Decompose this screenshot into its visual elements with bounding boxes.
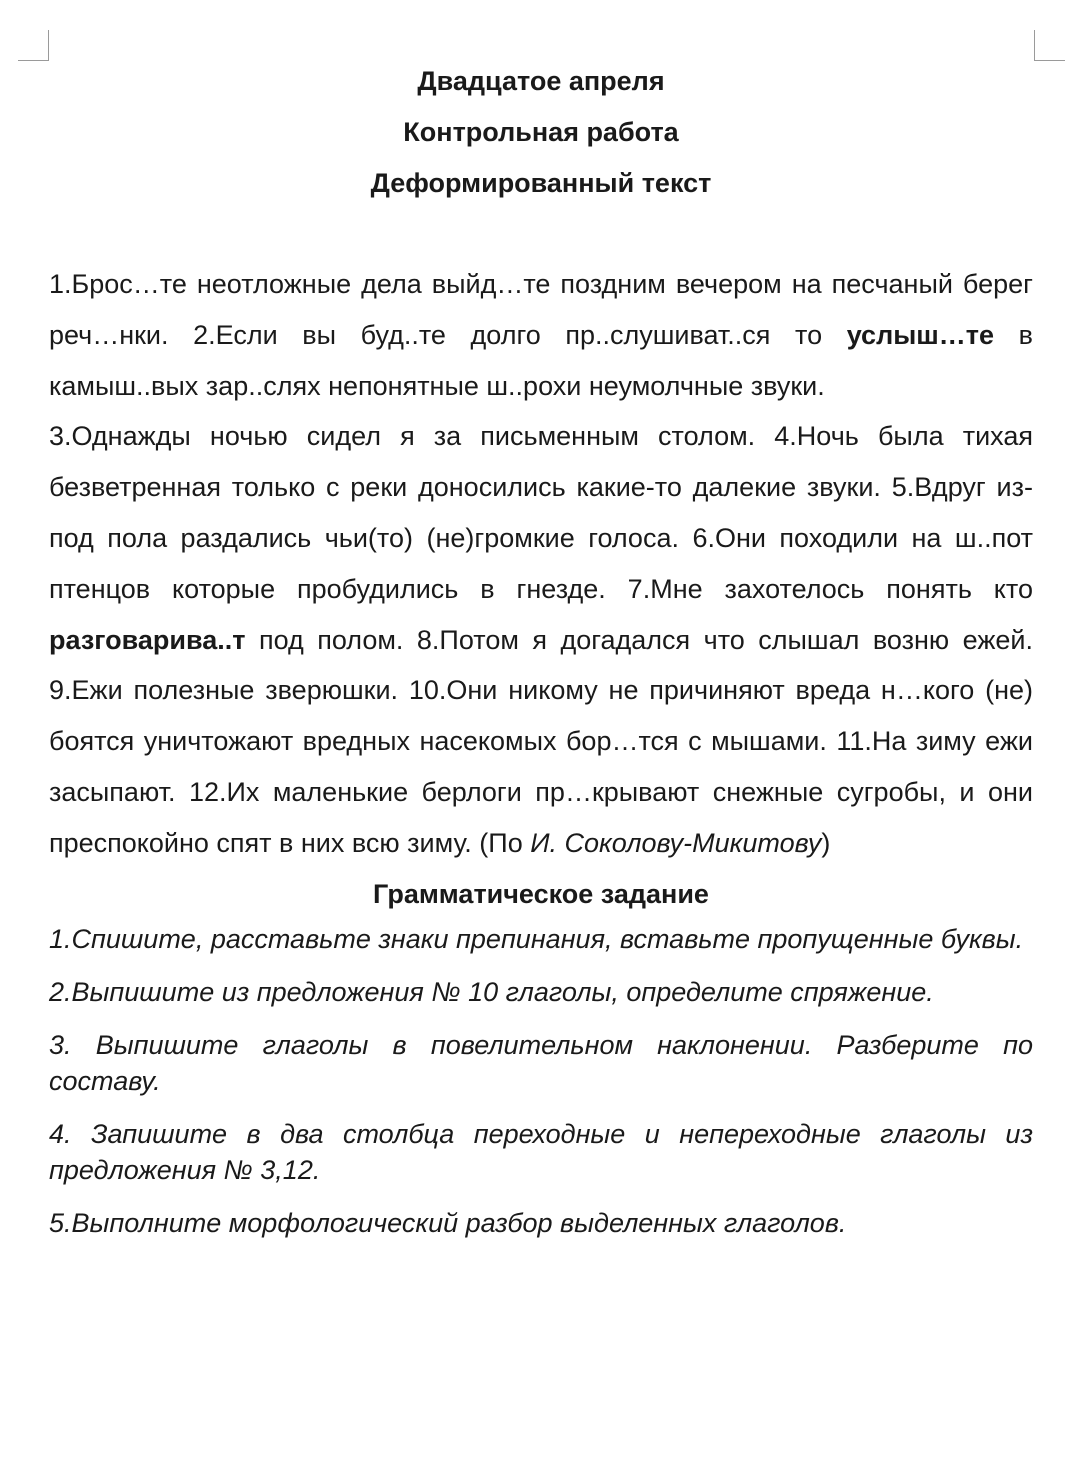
task-item: 1.Спишите, расставьте знаки препинания, вставьте пропущенные буквы. (49, 923, 1024, 954)
highlighted-verb-1: услыш…те (846, 319, 995, 350)
paragraph-1-part-a: 1.Брос…те неотложные дела выйд…те поздним вечером на песчаный берег реч…нки. 2.Если вы буд..те долго пр..слушиват..ся то (49, 269, 1033, 350)
paragraph-1-part-b: в камыш..вых зар..слях непонятные ш..рохи неумолчные звуки. (49, 319, 1033, 401)
spacer (49, 209, 1033, 259)
paragraph-2 (49, 411, 1033, 868)
page-corner-mark-left (18, 30, 49, 61)
document-page (49, 56, 1033, 1258)
page-corner-mark-right (1034, 30, 1065, 61)
task-item: 2.Выпишите из предложения № 10 глаголы, определите спряжение. (49, 976, 934, 1007)
title-heading: Контрольная работа (403, 117, 679, 147)
author-name: И. Соколову-Микитову (530, 827, 822, 858)
paragraph-1 (49, 259, 1033, 411)
task-item: 3. Выпишите глаголы в повелительном наклонении. Разберите по составу. (49, 1029, 1033, 1096)
grammar-section-title: Грамматическое задание (373, 878, 709, 909)
highlighted-verb-2: разговарива..т (49, 624, 246, 655)
paragraph-2-part-a: 3.Однажды ночью сидел я за письменным столом. 4.Ночь была тихая безветренная только с реки доносились какие-то далекие звуки. 5.Вдруг из-под пола раздались чьи(то) (не)громкие голоса. 6.Они походили на ш..пот птенцов которые пробудились в гнезде. 7.Мне захотелось понять кто (49, 421, 1033, 604)
task-item: 4. Запишите в два столбца переходные и непереходные глаголы из предложения № 3,12. (49, 1118, 1033, 1185)
paragraph-2-end: ) (821, 827, 831, 858)
date-heading: Двадцатое апреля (417, 66, 665, 96)
paragraph-2-part-b: под полом. 8.Потом я догадался что слышал возню ежей. 9.Ежи полезные зверюшки. 10.Они никому не причиняют вреда н…кого (не) боятся уничтожают вредных насекомых бор…тся с мышами. 11.На зиму ежи засыпают. 12.Их маленькие берлоги пр…крывают снежные сугробы, и они преспокойно спят в них всю зиму. (По (49, 624, 1033, 858)
subtitle-heading: Деформированный текст (370, 168, 712, 198)
task-item: 5.Выполните морфологический разбор выделенных глаголов. (49, 1207, 847, 1238)
